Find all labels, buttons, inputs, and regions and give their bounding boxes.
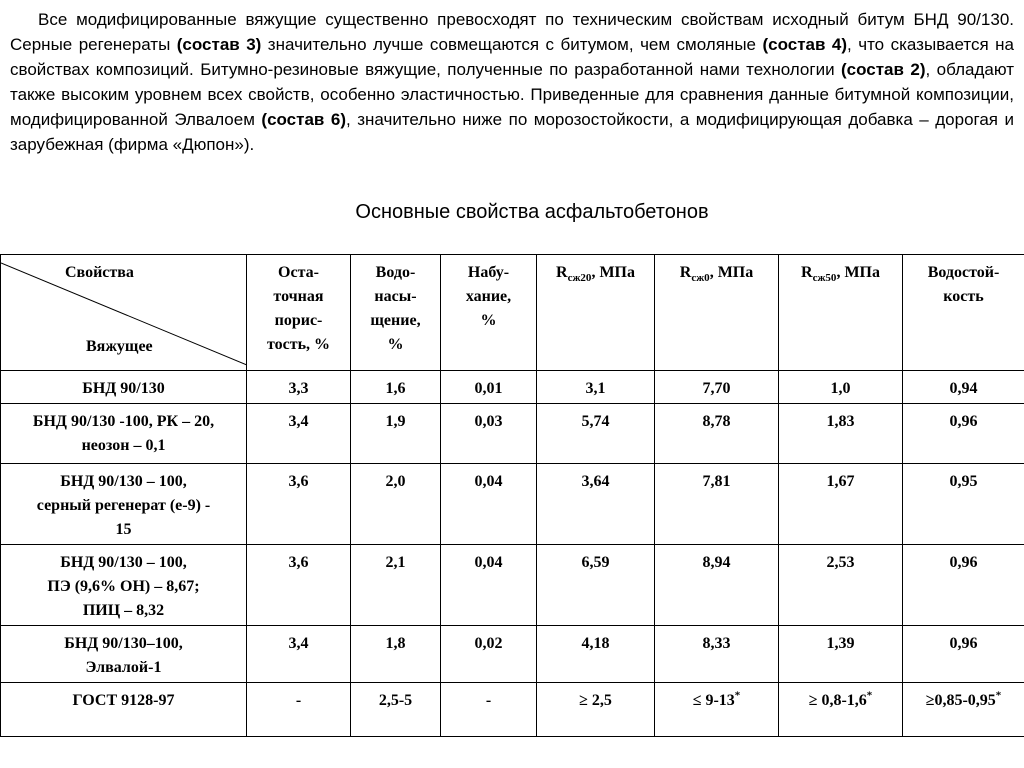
value-cell: 8,94 xyxy=(655,545,779,626)
table-row xyxy=(1,626,1024,683)
gost-value-cell: - xyxy=(441,683,537,737)
table-row xyxy=(1,464,1024,545)
header-water-saturation: Водо- насы- щение, % xyxy=(351,255,441,371)
value-cell: 1,8 xyxy=(351,626,441,683)
corner-label-properties: Свойства xyxy=(65,264,134,281)
gost-value-cell: 2,5-5 xyxy=(351,683,441,737)
value-cell: 7,81 xyxy=(655,464,779,545)
value-cell: 1,83 xyxy=(779,404,903,464)
value-cell: 5,74 xyxy=(537,404,655,464)
ref-composition-6: (состав 6) xyxy=(261,110,346,129)
footnote-asterisk: * xyxy=(734,689,741,702)
value-cell: 0,03 xyxy=(441,404,537,464)
header-swelling: Набу- хание, % xyxy=(441,255,537,371)
value-cell: 3,1 xyxy=(537,371,655,404)
value-cell: 2,1 xyxy=(351,545,441,626)
section-title: Основные свойства асфальтобетонов xyxy=(355,201,709,223)
value-cell: 3,3 xyxy=(247,371,351,404)
value-cell: 0,04 xyxy=(441,545,537,626)
properties-table xyxy=(0,254,1024,737)
header-porosity: Оста- точная порис- тость, % xyxy=(247,255,351,371)
corner-header-cell xyxy=(1,255,247,371)
value-cell: 2,0 xyxy=(351,464,441,545)
value-cell: 3,64 xyxy=(537,464,655,545)
value-cell: 0,96 xyxy=(903,404,1024,464)
ref-composition-2: (состав 2) xyxy=(841,60,926,79)
gost-value-cell: ≤ 9-13* xyxy=(655,683,779,737)
value-cell: 0,01 xyxy=(441,371,537,404)
gost-value-cell: ≥ 0,8-1,6* xyxy=(779,683,903,737)
gost-row xyxy=(1,683,1024,737)
value-cell: 3,4 xyxy=(247,626,351,683)
header-r20: $R_{сж20}$, МПа xyxy=(537,255,655,371)
value-cell: 0,02 xyxy=(441,626,537,683)
ref-composition-4: (состав 4) xyxy=(762,35,848,54)
binder-cell: БНД 90/130 – 100, ПЭ (9,6% ОН) – 8,67; ПИЦ – 8,32 xyxy=(1,545,247,626)
value-cell: 8,78 xyxy=(655,404,779,464)
value-cell: 0,96 xyxy=(903,626,1024,683)
value-cell: 4,18 xyxy=(537,626,655,683)
value-cell: 3,6 xyxy=(247,545,351,626)
table-row xyxy=(1,404,1024,464)
value-cell: 1,9 xyxy=(351,404,441,464)
value-cell: 6,59 xyxy=(537,545,655,626)
header-r0: $R_{сж0}$, МПа xyxy=(655,255,779,371)
gost-value-cell: - xyxy=(247,683,351,737)
table-row xyxy=(1,371,1024,404)
value-cell: 1,39 xyxy=(779,626,903,683)
gost-value-cell: ≥0,85-0,95* xyxy=(903,683,1024,737)
ref-composition-3: (состав 3) xyxy=(176,35,262,54)
value-cell: 1,67 xyxy=(779,464,903,545)
value-cell: 0,04 xyxy=(441,464,537,545)
value-cell: 7,70 xyxy=(655,371,779,404)
value-cell: 1,6 xyxy=(351,371,441,404)
footnote-asterisk: * xyxy=(866,689,873,702)
header-row xyxy=(1,255,1024,371)
value-cell: 3,4 xyxy=(247,404,351,464)
header-r50: $R_{сж50}$, МПа xyxy=(779,255,903,371)
value-cell: 0,95 xyxy=(903,464,1024,545)
value-cell: 8,33 xyxy=(655,626,779,683)
footnote-asterisk: * xyxy=(995,689,1002,702)
corner-label-binder: Вяжущее xyxy=(86,338,153,355)
value-cell: 0,96 xyxy=(903,545,1024,626)
value-cell: 1,0 xyxy=(779,371,903,404)
gost-value-cell: ≥ 2,5 xyxy=(537,683,655,737)
value-cell: 0,94 xyxy=(903,371,1024,404)
binder-cell: БНД 90/130 – 100, серный регенерат (е-9) - 15 xyxy=(1,464,247,545)
gost-label-cell: ГОСТ 9128-97 xyxy=(1,683,247,737)
intro-paragraph: Все модифицированные вяжущие существенно превосходят по техническим свойствам исходный битум БНД 90/130. Серные регенераты (состав 3) значительно лучше совмещаются с битумом, чем смоляные (состав 4), что сказывается на свойствах композиций. Битумно-резиновые вяжущие, полученные по разработанной нами технологии (состав 2), обладают также высоким уровнем всех свойств, особенно эластичностью. Приведенные для сравнения данные битумной композиции, модифицированной Элвалоем (состав 6), значительно ниже по морозостойкости, а модифицирующая добавка – дорогая и зарубежная (фирма «Дюпон»). xyxy=(10,10,1014,154)
value-cell: 2,53 xyxy=(779,545,903,626)
table-row xyxy=(1,545,1024,626)
binder-cell: БНД 90/130 xyxy=(1,371,247,404)
binder-cell: БНД 90/130 -100, РК – 20, неозон – 0,1 xyxy=(1,404,247,464)
binder-cell: БНД 90/130–100, Элвалой-1 xyxy=(1,626,247,683)
value-cell: 3,6 xyxy=(247,464,351,545)
header-water-resistance: Водостой- кость xyxy=(903,255,1024,371)
